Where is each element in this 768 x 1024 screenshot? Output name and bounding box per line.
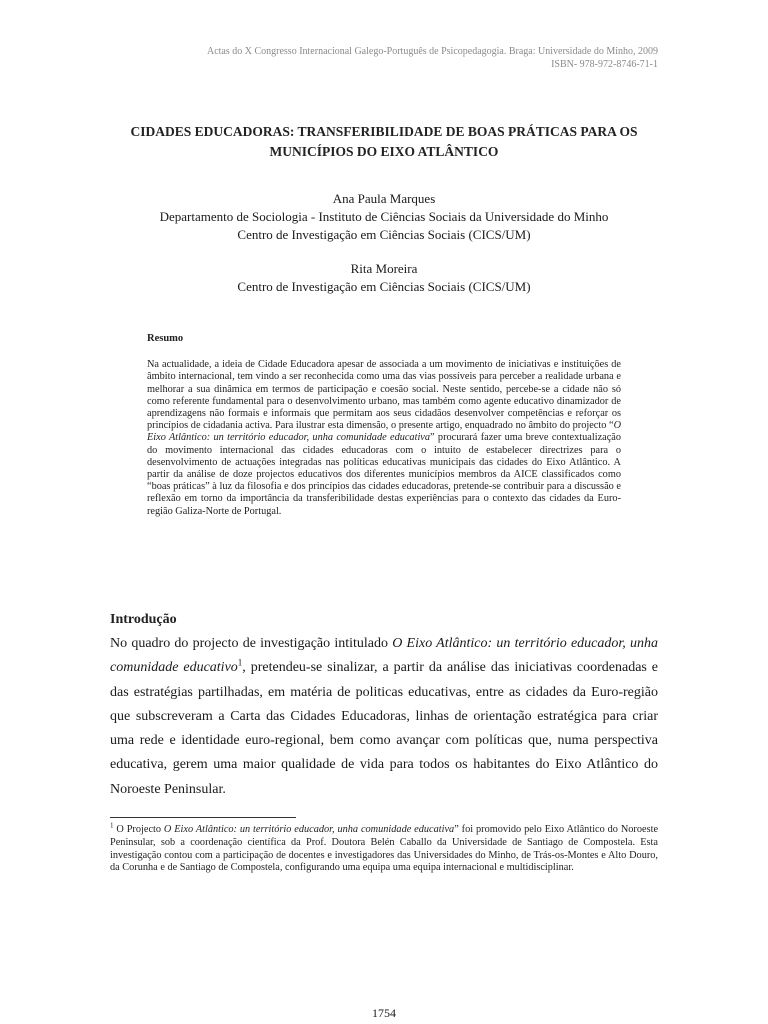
footnote-reference[interactable]: 1 <box>237 657 243 668</box>
footnote-divider <box>110 817 296 818</box>
abstract-label: Resumo <box>147 333 184 344</box>
intro-project-title: O Eixo Atlântico: un território educador, unha comunidade educativo <box>110 636 658 676</box>
introduction-paragraph <box>110 632 658 802</box>
title-line-2: MUNICÍPIOS DO EIXO ATLÂNTICO <box>269 144 499 159</box>
intro-text-part-1: No quadro do projecto de investigação intitulado <box>110 636 393 651</box>
footnote-text-part-1: O Projecto <box>113 824 164 835</box>
footnote <box>110 821 659 875</box>
abstract <box>147 333 621 518</box>
intro-text-part-2: , pretendeu-se sinalizar, a partir da análise das iniciativas coordenadas e das estratégias partilhadas, em matéria de politicas educativas, entre as cidades da Euro-região que subscreveram a Carta das Cidades Educadoras, linhas de orientação estratégica para criar uma rede e identidade euro-regional, bem como avançar com políticas que, numa perspectiva educativa, gerem uma maior qualidade de vida para todos os habitantes do Eixo Atlântico do Noroeste Peninsular. <box>110 660 659 797</box>
paper-title <box>110 122 658 162</box>
author-block <box>90 190 678 296</box>
author-2-affiliation-1: Centro de Investigação em Ciências Sociais (CICS/UM) <box>237 279 531 294</box>
abstract-text-part-2: ” procurará fazer uma breve contextualização do movimento internacional das cidades educadoras com o intuito de estabelecer directrizes para o desenvolvimento de actuações integradas nas políticas educativas municipais das cidades do Eixo Atlântico. A partir da análise de doze projectos educativos dos diferentes municípios membros da AICE classificados como “boas práticas” à luz da filosofia e dos princípios das cidades educadoras, pretende-se contribuir para a discussão e reflexão em torno da importância da transferibilidade destas experiências para o contexto das cidades da Euro-região Galiza-Norte de Portugal. <box>147 432 621 517</box>
page-number: 1754 <box>372 1006 396 1020</box>
author-name-1: Ana Paula Marques <box>332 191 436 206</box>
author-name-2: Rita Moreira <box>350 261 418 276</box>
footnote-number: 1 <box>110 821 114 830</box>
footnote-text-part-2: ” foi promovido pelo Eixo Atlântico do Noroeste Peninsular, sob a coordenação científica da Prof. Doutora Belén Caballo da Universidade de Santiago de Compostela. Esta investigação contou com a participação de docentes e investigadores das Universidades do Minho, de Trás-os-Montes e Alto Douro, da Corunha e de Santiago de Compostela, configurando uma equipa uma equipa internacional e multidisciplinar. <box>110 824 659 874</box>
author-1-affiliation-1: Departamento de Sociologia - Instituto de Ciências Sociais da Universidade do Minho <box>159 209 609 224</box>
running-header <box>207 45 658 71</box>
abstract-text <box>147 359 621 518</box>
footnote-project-title: O Eixo Atlântico: un território educador, unha comunidade educativa <box>163 824 455 835</box>
title-line-1: CIDADES EDUCADORAS: TRANSFERIBILIDADE DE BOAS PRÁTICAS PARA OS <box>130 124 638 139</box>
header-proceedings: Actas do X Congresso Internacional Galego-Português de Psicopedagogia. Braga: Universidade do Minho, 2009 <box>206 46 658 57</box>
abstract-project-title: O Eixo Atlântico: un território educador, unha comunidade educativa <box>147 420 621 444</box>
header-isbn: ISBN- 978-972-8746-71-1 <box>551 59 658 70</box>
author-1-affiliation-2: Centro de Investigação em Ciências Sociais (CICS/UM) <box>237 227 531 242</box>
introduction-heading: Introdução <box>110 612 177 627</box>
abstract-text-part-1: Na actualidade, a ideia de Cidade Educadora apesar de associada a um movimento de iniciativas e instituições de âmbito internacional, tem vindo a ser reconhecida como uma das vias possíveis para perceber a realidade urbana e melhorar a sua dinâmica em termos de participação e coesão social. Neste sentido, percebe-se a cidade não só como referente fundamental para o desenvolvimento urbano, mas também como agente educativo dinamizador de aprendizagens não formais e informais que permitam aos seus cidadãos desenvolver competências e reforçar os princípios de cidadania activa. Para ilustrar esta dimensão, o presente artigo, enquadrado no âmbito do projecto “ <box>147 359 621 432</box>
